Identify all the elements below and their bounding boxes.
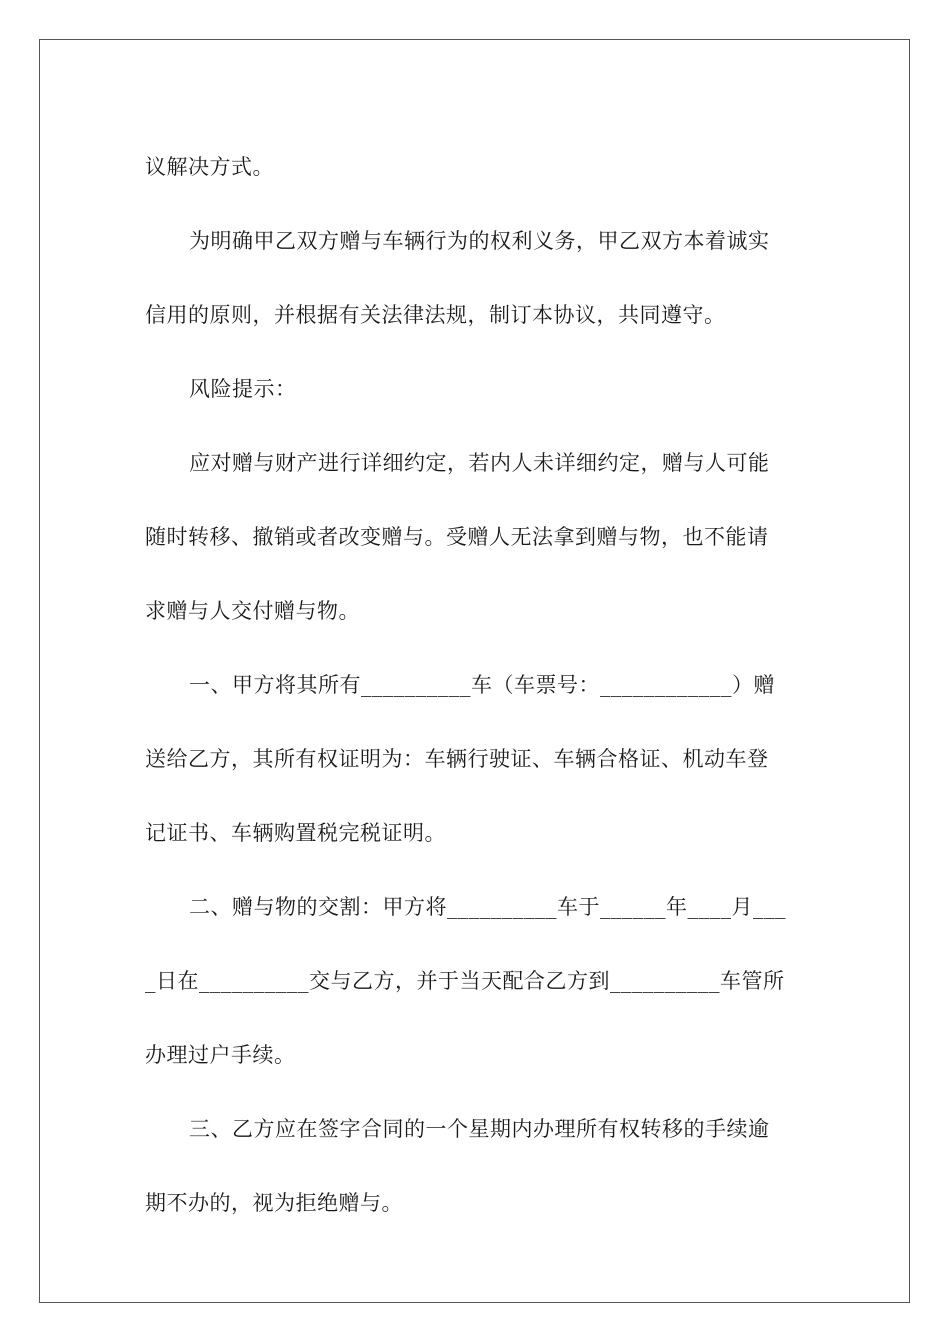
text-line: 记证书、车辆购置税完税证明。 [145,821,446,845]
text-line: 信用的原则，并根据有关法律法规，制订本协议，共同遵守。 [145,303,726,327]
text-line: 为明确甲乙双方赠与车辆行为的权利义务，甲乙双方本着诚实 [189,229,770,253]
text-line: 随时转移、撤销或者改变赠与。受赠人无法拿到赠与物，也不能请 [145,525,769,549]
text-line: 求赠与人交付赠与物。 [145,599,360,623]
text-line: 议解决方式。 [145,155,274,179]
text-line: 办理过户手续。 [145,1043,296,1067]
text-line: _日在__________交与乙方，并于当天配合乙方到__________车管所 [145,969,785,993]
text-line: 二、赠与物的交割：甲方将__________车于______年____月___ [189,895,786,919]
text-line: 应对赠与财产进行详细约定，若内人未详细约定，赠与人可能 [189,451,770,475]
text-line: 三、乙方应在签字合同的一个星期内办理所有权转移的手续逾 [189,1117,770,1141]
text-line: 风险提示： [189,377,297,401]
text-line: 送给乙方，其所有权证明为：车辆行驶证、车辆合格证、机动车登 [145,747,769,771]
text-line: 期不办的，视为拒绝赠与。 [145,1191,403,1215]
document-body [145,130,810,1240]
text-line: 一、甲方将其所有__________车（车票号：____________）赠 [189,673,775,697]
